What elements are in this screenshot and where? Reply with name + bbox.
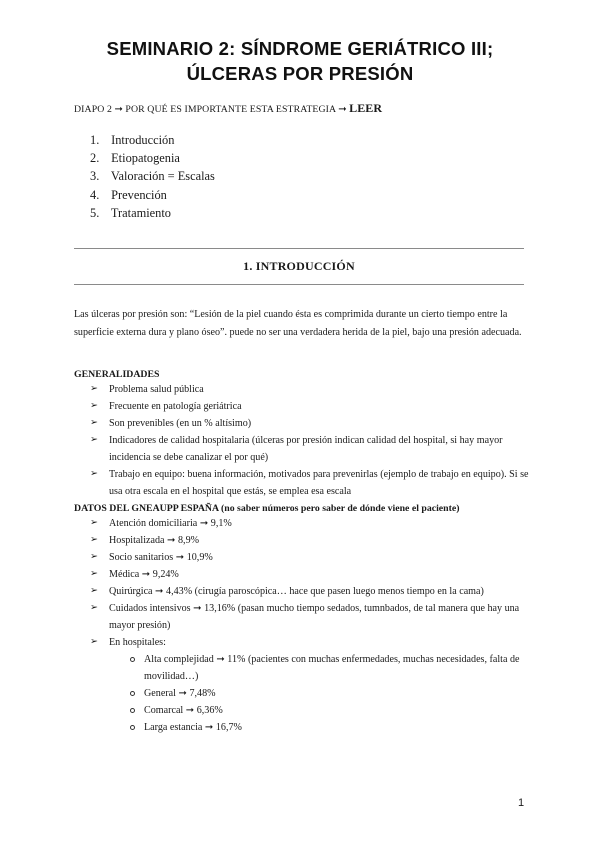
list-item	[74, 600, 534, 634]
arrow-bullet-icon: ➢	[90, 418, 98, 428]
list-item	[74, 381, 534, 398]
hospitales-list	[109, 651, 534, 736]
arrow-bullet-icon: ➢	[90, 469, 98, 479]
list-item-text: En hospitales:	[109, 637, 166, 648]
list-item-text: Quirúrgica ➞ 4,43% (cirugía paroscópica… hace que pasen luego menos tiempo en la cama)	[109, 586, 484, 597]
list-item	[74, 532, 534, 549]
sub-list-item-text: Alta complejidad ➞ 11% (pacientes con muchas enfermedades, muchas necesidades, falta de movilidad…)	[144, 654, 520, 682]
arrow-bullet-icon: ➢	[90, 637, 98, 647]
sub-list-item-text: General ➞ 7,48%	[144, 688, 216, 699]
list-item	[74, 466, 534, 500]
toc-label: Prevención	[111, 187, 167, 202]
circle-bullet-icon	[130, 708, 135, 713]
list-item-text: Socio sanitarios ➞ 10,9%	[109, 552, 213, 563]
datos-list	[74, 515, 534, 736]
list-item	[74, 432, 534, 466]
list-item-text: Atención domiciliaria ➞ 9,1%	[109, 518, 232, 529]
circle-bullet-icon	[130, 657, 135, 662]
toc-number: 3.	[90, 169, 100, 184]
arrow-bullet-icon: ➢	[90, 586, 98, 596]
toc-number: 5.	[90, 205, 100, 220]
list-item	[74, 583, 534, 600]
list-item-text: Cuidados intensivos ➞ 13,16% (pasan mucho tiempo sedados, tumnbados, de tal manera que hay una mayor presión)	[109, 603, 520, 631]
sub-list-item	[109, 719, 534, 736]
list-item	[74, 415, 534, 432]
toc-label: Introducción	[111, 133, 175, 147]
list-item	[74, 398, 534, 415]
intro-paragraph: Las úlceras por presión son: “Lesión de la piel cuando ésta es comprimida durante un cierto tiempo entre la superficie externa dura y plano óseo”. puede no ser una verdadera herida de la piel, bajo una presión adecuada.	[74, 309, 522, 338]
list-item-text: Médica ➞ 9,24%	[109, 569, 179, 580]
toc-item	[90, 167, 215, 185]
list-item-text: Problema salud pública	[109, 384, 204, 395]
sub-list-item	[109, 685, 534, 702]
sub-list-item	[109, 651, 534, 685]
list-item-text: Indicadores de calidad hospitalaria (úlceras por presión indican calidad del hospital, si hay mayor incidencia se debe canalizar el por qué)	[109, 435, 503, 463]
arrow-bullet-icon: ➢	[90, 435, 98, 445]
toc-number: 2.	[90, 151, 100, 166]
toc-item	[90, 131, 215, 149]
sub-list-item-text: Comarcal ➞ 6,36%	[144, 705, 223, 716]
sub-list-item	[109, 702, 534, 719]
sub-list-item-text: Larga estancia ➞ 16,7%	[144, 722, 242, 733]
generalidades-list	[74, 381, 534, 500]
list-item	[74, 549, 534, 566]
toc-label: Etiopatogenia	[111, 151, 180, 166]
list-item-text: Trabajo en equipo: buena información, motivados para prevenirlas (ejemplo de trabajo en equipo). Si se usa otra escala en el hospital que estás, se emplea esa escala	[109, 469, 529, 497]
toc-label: Valoración = Escalas	[110, 169, 215, 184]
toc-label: Tratamiento	[110, 205, 171, 220]
page-number: 1	[518, 797, 525, 809]
toc-item	[90, 204, 215, 222]
list-item	[74, 515, 534, 532]
circle-bullet-icon	[130, 691, 135, 696]
arrow-bullet-icon: ➢	[90, 603, 98, 613]
section-heading: 1. INTRODUCCIÓN	[243, 259, 355, 273]
toc-item	[90, 186, 215, 204]
arrow-bullet-icon: ➢	[90, 401, 98, 411]
arrow-bullet-icon: ➢	[90, 535, 98, 545]
list-item	[74, 566, 534, 583]
page-title: SEMINARIO 2: SÍNDROME GERIÁTRICO III; ÚLCERAS POR PRESIÓN	[106, 38, 494, 84]
datos-heading: DATOS DEL GNEAUPP ESPAÑA (no saber números pero saber de dónde viene el paciente)	[74, 503, 460, 514]
list-item-text: Son prevenibles (en un % altísimo)	[109, 418, 252, 429]
diapo-emphasis: LEER	[349, 101, 383, 115]
arrow-bullet-icon: ➢	[90, 518, 98, 528]
list-item-text: Hospitalizada ➞ 8,9%	[109, 535, 200, 546]
generalidades-heading: GENERALIDADES	[74, 369, 160, 380]
diapo-text: DIAPO 2 ➞ POR QUÉ ES IMPORTANTE ESTA ESTRATEGIA ➞	[74, 104, 347, 115]
arrow-bullet-icon: ➢	[90, 569, 98, 579]
section-divider-bottom	[74, 284, 524, 285]
table-of-contents	[90, 131, 215, 222]
arrow-bullet-icon: ➢	[90, 552, 98, 562]
arrow-bullet-icon: ➢	[90, 384, 98, 394]
section-divider-top	[74, 248, 524, 249]
circle-bullet-icon	[130, 725, 135, 730]
toc-number: 1.	[90, 133, 100, 147]
diapo-note	[74, 101, 382, 116]
toc-item	[90, 149, 215, 167]
toc-number: 4.	[90, 187, 100, 202]
list-item-text: Frecuente en patología geriátrica	[109, 401, 242, 412]
list-item	[74, 634, 534, 736]
